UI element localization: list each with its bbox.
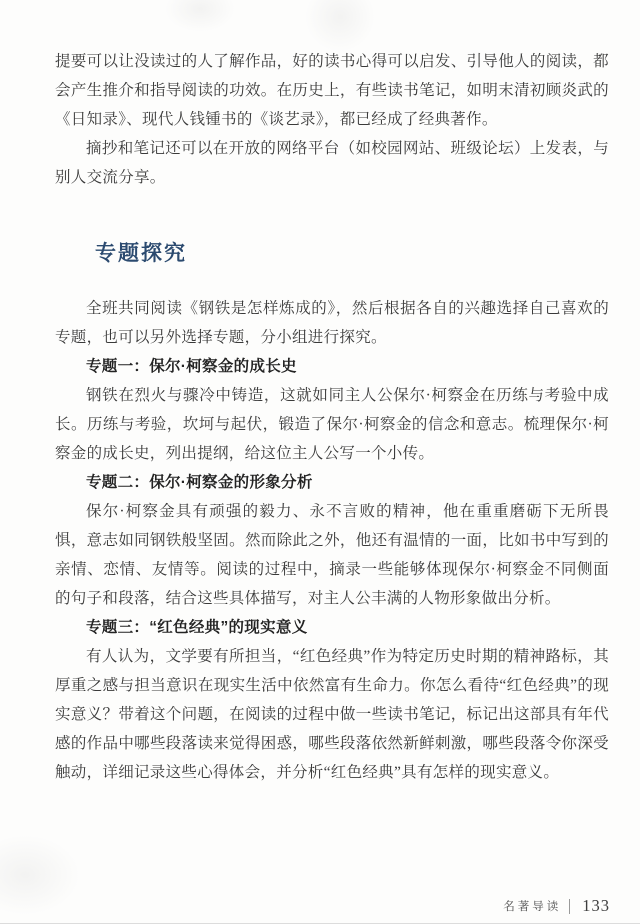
footer-divider [569, 899, 570, 914]
scan-artifact [305, 0, 375, 52]
page-content [55, 47, 609, 787]
topic-block [55, 613, 609, 787]
section-heading: 专题探究 [95, 242, 187, 265]
scan-artifact [0, 835, 80, 915]
topic-body: 保尔·柯察金具有顽强的毅力、永不言败的精神，他在重重磨砺下无所畏惧，意志如同钢铁般坚固。然而除此之外，他还有温情的一面，比如书中写到的亲情、恋情、友情等。阅读的过程中，摘录一些能够体现保尔·柯察金不同侧面的句子和段落，结合这些具体描写，对主人公丰满的人物形象做出分析。 [55, 503, 609, 607]
body-paragraph: 摘抄和笔记还可以在开放的网络平台（如校园网站、班级论坛）上发表，与别人交流分享。 [55, 140, 609, 186]
topic-block [55, 352, 609, 468]
topic-block [55, 468, 609, 613]
topic-title: 专题一：保尔·柯察金的成长史 [86, 358, 297, 375]
topic-title: 专题二：保尔·柯察金的形象分析 [86, 474, 313, 491]
scan-artifact [165, 0, 235, 32]
page-footer [503, 896, 610, 916]
topic-body: 有人认为，文学要有所担当，“红色经典”作为特定历史时期的精神路标，其厚重之感与担当意识在现实生活中依然富有生命力。你怎么看待“红色经典”的现实意义？带着这个问题，在阅读的过程中做一些读书笔记，标记出这部具有年代感的作品中哪些段落读来觉得困惑，哪些段落依然新鲜刺激，哪些段落令你深受触动，详细记录这些心得体会，并分析“红色经典”具有怎样的现实意义。 [55, 648, 609, 781]
topic-title: 专题三：“红色经典”的现实意义 [86, 619, 308, 636]
page-number: 133 [582, 896, 610, 915]
body-paragraph-continued: 提要可以让没读过的人了解作品，好的读书心得可以启发、引导他人的阅读，都会产生推介和指导阅读的功效。在历史上，有些读书笔记，如明末清初顾炎武的《日知录》、现代人钱锺书的《谈艺录》，都已经成了经典著作。 [55, 53, 609, 128]
explore-intro-paragraph: 全班共同阅读《钢铁是怎样炼成的》，然后根据各自的兴趣选择自己喜欢的专题，也可以另外选择专题，分小组进行探究。 [55, 300, 609, 346]
footer-section-label: 名著导读 [503, 901, 562, 913]
topic-body: 钢铁在烈火与骤冷中铸造，这就如同主人公保尔·柯察金在历练与考验中成长。历练与考验，坎坷与起伏，锻造了保尔·柯察金的信念和意志。梳理保尔·柯察金的成长史，列出提纲，给这位主人公写一个小传。 [55, 387, 609, 462]
